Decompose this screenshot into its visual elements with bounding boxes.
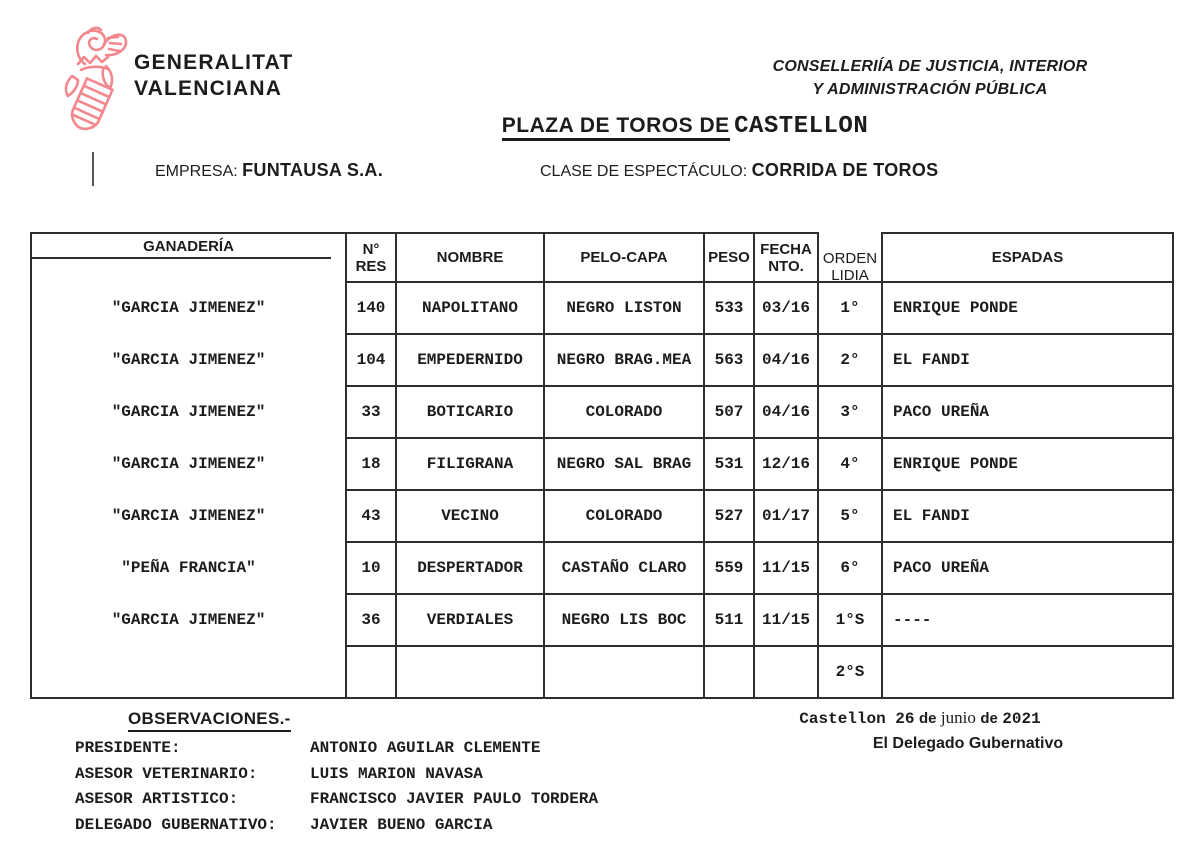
cell-num-res: 43 — [346, 490, 396, 542]
cell-num-res: 10 — [346, 542, 396, 594]
official-line-delegado-gubernativo: DELEGADO GUBERNATIVO: JAVIER BUENO GARCIA — [75, 815, 493, 834]
col-header-num-res: N° RES — [346, 233, 396, 282]
cell-num-res: 140 — [346, 282, 396, 334]
cell-peso: 559 — [704, 542, 754, 594]
cell-pelo-capa: NEGRO SAL BRAG — [544, 438, 704, 490]
cell-ganaderia: ″PEÑA FRANCIA″ — [31, 542, 346, 594]
org-name — [134, 50, 293, 102]
cell-pelo-capa: CASTAÑO CLARO — [544, 542, 704, 594]
table-row — [31, 386, 1173, 438]
cell-espada — [882, 646, 1173, 698]
cell-orden: 4° — [818, 438, 882, 490]
table-header-row — [31, 233, 1173, 282]
cell-ganaderia — [31, 646, 346, 698]
col-header-ganaderia — [31, 233, 346, 282]
cell-espada: PACO UREÑA — [882, 542, 1173, 594]
cell-peso: 527 — [704, 490, 754, 542]
cell-peso — [704, 646, 754, 698]
cell-nombre — [396, 646, 544, 698]
cell-espada: ENRIQUE PONDE — [882, 282, 1173, 334]
cell-ganaderia: ″GARCIA JIMENEZ″ — [31, 282, 346, 334]
cell-ganaderia: ″GARCIA JIMENEZ″ — [31, 438, 346, 490]
cell-pelo-capa: NEGRO LISTON — [544, 282, 704, 334]
cell-orden: 2° — [818, 334, 882, 386]
generalitat-valenciana-emblem-icon — [48, 24, 134, 140]
cell-peso: 531 — [704, 438, 754, 490]
cell-peso: 533 — [704, 282, 754, 334]
table-row — [31, 646, 1173, 698]
cell-orden: 1° — [818, 282, 882, 334]
cell-pelo-capa: NEGRO BRAG.MEA — [544, 334, 704, 386]
cell-pelo-capa: COLORADO — [544, 386, 704, 438]
cell-fecha: 01/17 — [754, 490, 818, 542]
clase-value: CORRIDA DE TOROS — [751, 160, 939, 180]
cell-nombre: EMPEDERNIDO — [396, 334, 544, 386]
cell-pelo-capa — [544, 646, 704, 698]
cell-espada: ENRIQUE PONDE — [882, 438, 1173, 490]
col-header-fecha-nto: FECHA NTO. — [754, 233, 818, 282]
empresa-value: FUNTAUSA S.A. — [242, 160, 384, 180]
col-header-nombre: NOMBRE — [396, 233, 544, 282]
cell-num-res: 18 — [346, 438, 396, 490]
cell-orden: 3° — [818, 386, 882, 438]
cell-num-res: 36 — [346, 594, 396, 646]
cell-espada: PACO UREÑA — [882, 386, 1173, 438]
table-row — [31, 542, 1173, 594]
org-name-line1: GENERALITAT — [134, 51, 294, 74]
ganaderia-header-label: GANADERÍA — [143, 238, 234, 255]
title-plaza-de-toros: PLAZA DE TOROS DE — [502, 114, 730, 141]
cell-num-res: 33 — [346, 386, 396, 438]
cell-espada: EL FANDI — [882, 334, 1173, 386]
title-city: CASTELLON — [734, 113, 869, 140]
cell-nombre: BOTICARIO — [396, 386, 544, 438]
cell-fecha: 04/16 — [754, 334, 818, 386]
cell-pelo-capa: COLORADO — [544, 490, 704, 542]
cell-nombre: VERDIALES — [396, 594, 544, 646]
col-header-espadas: ESPADAS — [882, 233, 1173, 282]
cell-nombre: NAPOLITANO — [396, 282, 544, 334]
cell-espada: EL FANDI — [882, 490, 1173, 542]
cell-num-res: 104 — [346, 334, 396, 386]
official-line-asesor-veterinario: ASESOR VETERINARIO: LUIS MARION NAVASA — [75, 764, 483, 783]
officials-list — [75, 736, 598, 838]
clase-label: CLASE DE ESPECTÁCULO: — [540, 163, 748, 180]
cell-nombre: VECINO — [396, 490, 544, 542]
cell-orden: 6° — [818, 542, 882, 594]
department-line2: Y ADMINISTRACIÓN PÚBLICA — [812, 81, 1048, 98]
empresa-label: EMPRESA: — [155, 163, 238, 180]
cell-fecha — [754, 646, 818, 698]
cell-ganaderia: ″GARCIA JIMENEZ″ — [31, 334, 346, 386]
date-line: Castellon 26 de junio de 2021 — [799, 708, 1041, 728]
bulls-table — [30, 232, 1174, 699]
cell-nombre: FILIGRANA — [396, 438, 544, 490]
cell-orden: 1°S — [818, 594, 882, 646]
table-row — [31, 438, 1173, 490]
document-title — [420, 113, 950, 140]
margin-tick — [92, 152, 94, 186]
cell-fecha: 12/16 — [754, 438, 818, 490]
cell-ganaderia: ″GARCIA JIMENEZ″ — [31, 490, 346, 542]
org-name-line2: VALENCIANA — [134, 77, 283, 100]
cell-peso: 563 — [704, 334, 754, 386]
table-row — [31, 282, 1173, 334]
cell-num-res — [346, 646, 396, 698]
cell-pelo-capa: NEGRO LIS BOC — [544, 594, 704, 646]
cell-peso: 507 — [704, 386, 754, 438]
ganaderia-header-rule — [32, 257, 331, 259]
cell-fecha: 04/16 — [754, 386, 818, 438]
observaciones-heading: OBSERVACIONES.- — [128, 709, 291, 732]
cell-ganaderia: ″GARCIA JIMENEZ″ — [31, 386, 346, 438]
empresa-field — [155, 160, 383, 181]
table-row — [31, 490, 1173, 542]
department-name — [700, 55, 1160, 101]
table-row — [31, 334, 1173, 386]
cell-nombre: DESPERTADOR — [396, 542, 544, 594]
cell-espada: ---- — [882, 594, 1173, 646]
cell-fecha: 11/15 — [754, 594, 818, 646]
cell-orden: 2°S — [818, 646, 882, 698]
department-line1: CONSELLERIÍA DE JUSTICIA, INTERIOR — [772, 58, 1088, 75]
cell-orden: 5° — [818, 490, 882, 542]
col-header-peso: PESO — [704, 233, 754, 282]
cell-fecha: 11/15 — [754, 542, 818, 594]
clase-field — [540, 160, 938, 181]
official-line-presidente: PRESIDENTE: ANTONIO AGUILAR CLEMENTE — [75, 739, 541, 757]
signature-title: El Delegado Gubernativo — [872, 735, 1064, 752]
table-row — [31, 594, 1173, 646]
cell-ganaderia: ″GARCIA JIMENEZ″ — [31, 594, 346, 646]
cell-peso: 511 — [704, 594, 754, 646]
col-header-orden-lidia: ORDEN LIDIA — [818, 233, 882, 282]
col-header-pelo-capa: PELO-CAPA — [544, 233, 704, 282]
official-line-asesor-artistico: ASESOR ARTISTICO: FRANCISCO JAVIER PAULO TORDERA — [75, 790, 599, 808]
cell-fecha: 03/16 — [754, 282, 818, 334]
